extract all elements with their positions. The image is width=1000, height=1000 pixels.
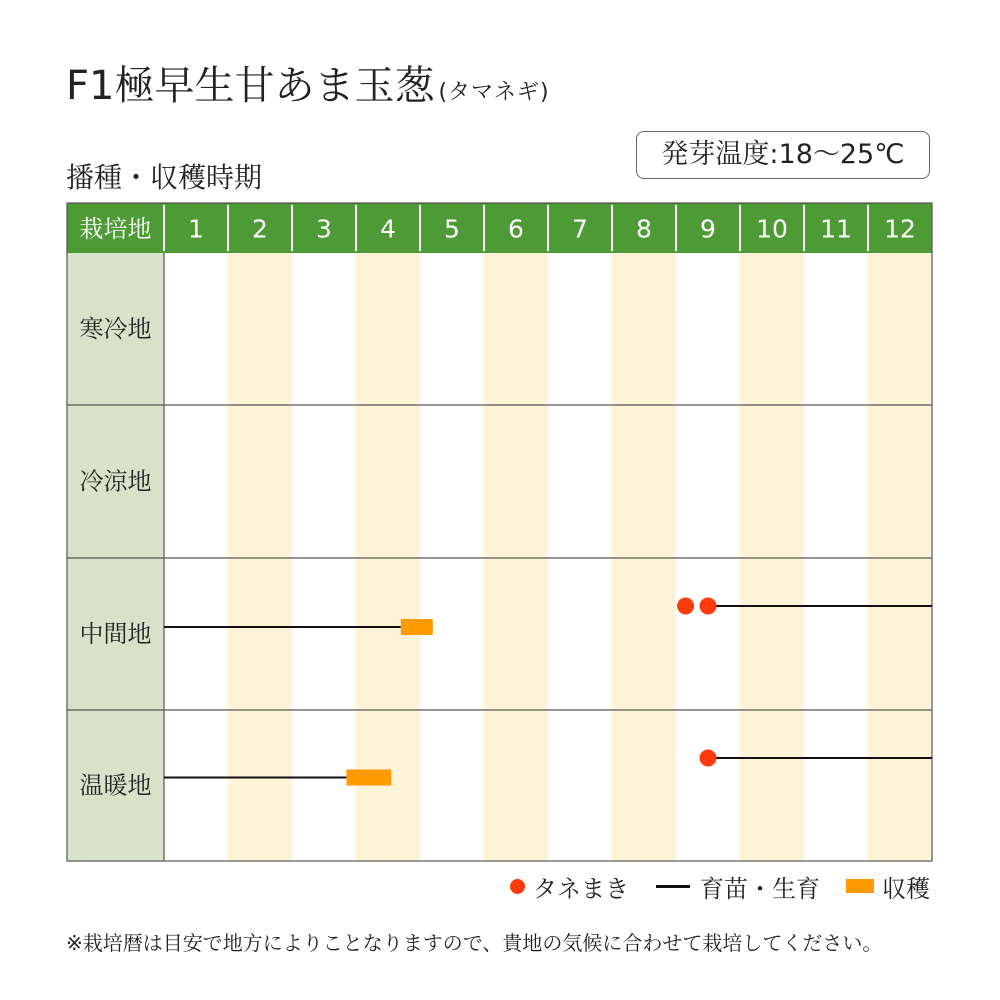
region-label-2: 中間地	[79, 620, 152, 648]
month-label-5: 5	[444, 214, 460, 244]
section-title: 播種・収穫時期	[66, 161, 263, 194]
month-stripe-6	[484, 253, 548, 861]
month-label-7: 7	[572, 214, 588, 244]
sowing-dot-2-1	[700, 598, 717, 615]
month-label-12: 12	[884, 214, 916, 244]
chart-legend	[0, 868, 1000, 904]
legend-growth-label: 育苗・生育	[700, 874, 820, 903]
month-label-1: 1	[188, 214, 204, 244]
month-label-8: 8	[636, 214, 652, 244]
month-label-11: 11	[820, 214, 852, 244]
month-stripe-8	[612, 253, 676, 861]
month-label-4: 4	[380, 214, 396, 244]
legend-harvest-label: 収穫	[882, 874, 930, 903]
region-label-column	[67, 253, 164, 861]
legend-harvest	[846, 868, 930, 904]
region-label-1: 冷涼地	[79, 467, 152, 496]
title-main: F1極早生甘あま玉葱	[66, 63, 435, 109]
harvest-bar-icon	[846, 879, 874, 893]
harvest-bar-2-0	[401, 619, 433, 635]
month-label-6: 6	[508, 214, 524, 244]
month-label-2: 2	[252, 214, 268, 244]
harvest-bar-3-0	[346, 770, 391, 786]
header-corner-label: 栽培地	[79, 215, 152, 243]
month-label-3: 3	[316, 214, 332, 244]
month-stripe-10	[740, 253, 804, 861]
sowing-dot-2-0	[677, 598, 694, 615]
sowing-dot-icon	[510, 879, 525, 894]
month-label-10: 10	[756, 214, 788, 244]
growth-line-icon	[656, 885, 690, 888]
month-stripe-2	[228, 253, 292, 861]
sowing-dot-3-0	[700, 750, 717, 767]
footnote: ※栽培暦は目安で地方によりことなりますので、貴地の気候に合わせて栽培してください。	[66, 931, 883, 955]
month-stripe-12	[868, 253, 932, 861]
region-label-3: 温暖地	[79, 771, 152, 800]
title-sub: (タマネギ)	[438, 80, 550, 105]
month-label-9: 9	[700, 214, 716, 244]
temperature-box: 発芽温度:18〜25℃	[636, 131, 930, 179]
legend-sowing-label: タネまき	[533, 874, 629, 903]
region-label-0: 寒冷地	[79, 315, 152, 343]
legend-sowing	[510, 868, 629, 904]
legend-growth	[656, 868, 820, 904]
